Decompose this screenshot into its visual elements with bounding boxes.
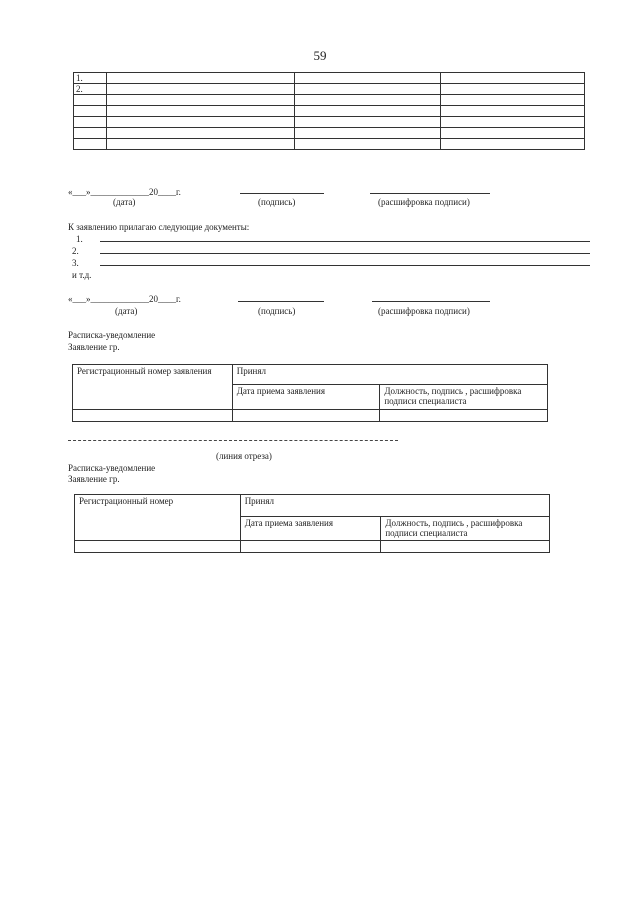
table-cell — [294, 128, 441, 139]
date-received-cell: Дата приема заявления — [240, 517, 381, 541]
empty-cell — [73, 410, 233, 422]
attachments-heading: К заявлению прилагаю следующие документы: — [68, 222, 250, 232]
date-line: «___»_____________20____г. — [68, 294, 181, 304]
table-cell — [106, 139, 294, 150]
attachment-line-3 — [100, 265, 590, 266]
table-cell — [106, 73, 294, 84]
table-row — [74, 117, 585, 128]
page-number: 59 — [313, 48, 327, 63]
receipt-subtitle: Заявление гр. — [68, 342, 120, 352]
table-cell — [441, 139, 585, 150]
table-cell — [74, 117, 107, 128]
table-cell — [74, 106, 107, 117]
table-cell — [441, 117, 585, 128]
accepted-cell: Принял — [232, 365, 547, 385]
cut-line — [68, 440, 398, 441]
decode-line — [370, 193, 490, 194]
receipt-title: Расписка-уведомление — [68, 463, 156, 473]
table-cell — [106, 128, 294, 139]
receipt-table — [74, 494, 550, 553]
table-row — [74, 95, 585, 106]
table-cell — [106, 106, 294, 117]
empty-cell — [381, 541, 550, 553]
table-cell — [294, 139, 441, 150]
table-cell — [294, 117, 441, 128]
receipt-title: Расписка-уведомление — [68, 330, 156, 340]
table-row — [74, 139, 585, 150]
attachment-line-2 — [100, 253, 590, 254]
attachment-item-3: 3. — [72, 258, 79, 268]
signature-line — [240, 193, 324, 194]
position-signature-cell: Должность, подпись , расшифровка подписи специалиста — [380, 385, 548, 410]
empty-cell — [380, 410, 548, 422]
date-line: «___»_____________20____г. — [68, 187, 181, 197]
table-cell — [441, 84, 585, 95]
attachment-etc: и т.д. — [72, 270, 92, 280]
signature-line — [238, 301, 324, 302]
table-cell — [441, 73, 585, 84]
empty-cell — [232, 410, 380, 422]
empty-cell — [240, 541, 381, 553]
table-cell — [441, 128, 585, 139]
cut-line-label: (линия отреза) — [216, 451, 272, 461]
signature-label: (подпись) — [258, 197, 296, 207]
table-cell — [294, 73, 441, 84]
table-cell — [106, 84, 294, 95]
table-cell: 2. — [74, 84, 107, 95]
attachment-line-1 — [100, 241, 590, 242]
table-cell — [74, 139, 107, 150]
table-cell — [74, 95, 107, 106]
date-label: (дата) — [115, 306, 138, 316]
position-signature-cell: Должность, подпись , расшифровка подписи специалиста — [381, 517, 550, 541]
reg-number-cell: Регистрационный номер заявления — [73, 365, 233, 410]
decode-label: (расшифровка подписи) — [378, 306, 470, 316]
table-cell: 1. — [74, 73, 107, 84]
receipt-subtitle: Заявление гр. — [68, 474, 120, 484]
table-row — [74, 106, 585, 117]
reg-number-cell: Регистрационный номер — [75, 495, 241, 541]
date-label: (дата) — [113, 197, 136, 207]
receipt-table — [72, 364, 548, 422]
table-row — [74, 128, 585, 139]
table-cell — [106, 95, 294, 106]
table-cell — [74, 128, 107, 139]
table-cell — [294, 106, 441, 117]
table-cell — [441, 106, 585, 117]
top-table — [73, 72, 585, 150]
table-row — [74, 84, 585, 95]
table-cell — [294, 84, 441, 95]
attachment-item-2: 2. — [72, 246, 79, 256]
decode-line — [372, 301, 490, 302]
date-received-cell: Дата приема заявления — [232, 385, 380, 410]
table-cell — [294, 95, 441, 106]
attachment-item-1: 1. — [76, 234, 83, 244]
empty-cell — [75, 541, 241, 553]
table-row — [74, 73, 585, 84]
decode-label: (расшифровка подписи) — [378, 197, 470, 207]
table-cell — [441, 95, 585, 106]
accepted-cell: Принял — [240, 495, 549, 517]
signature-label: (подпись) — [258, 306, 296, 316]
table-cell — [106, 117, 294, 128]
